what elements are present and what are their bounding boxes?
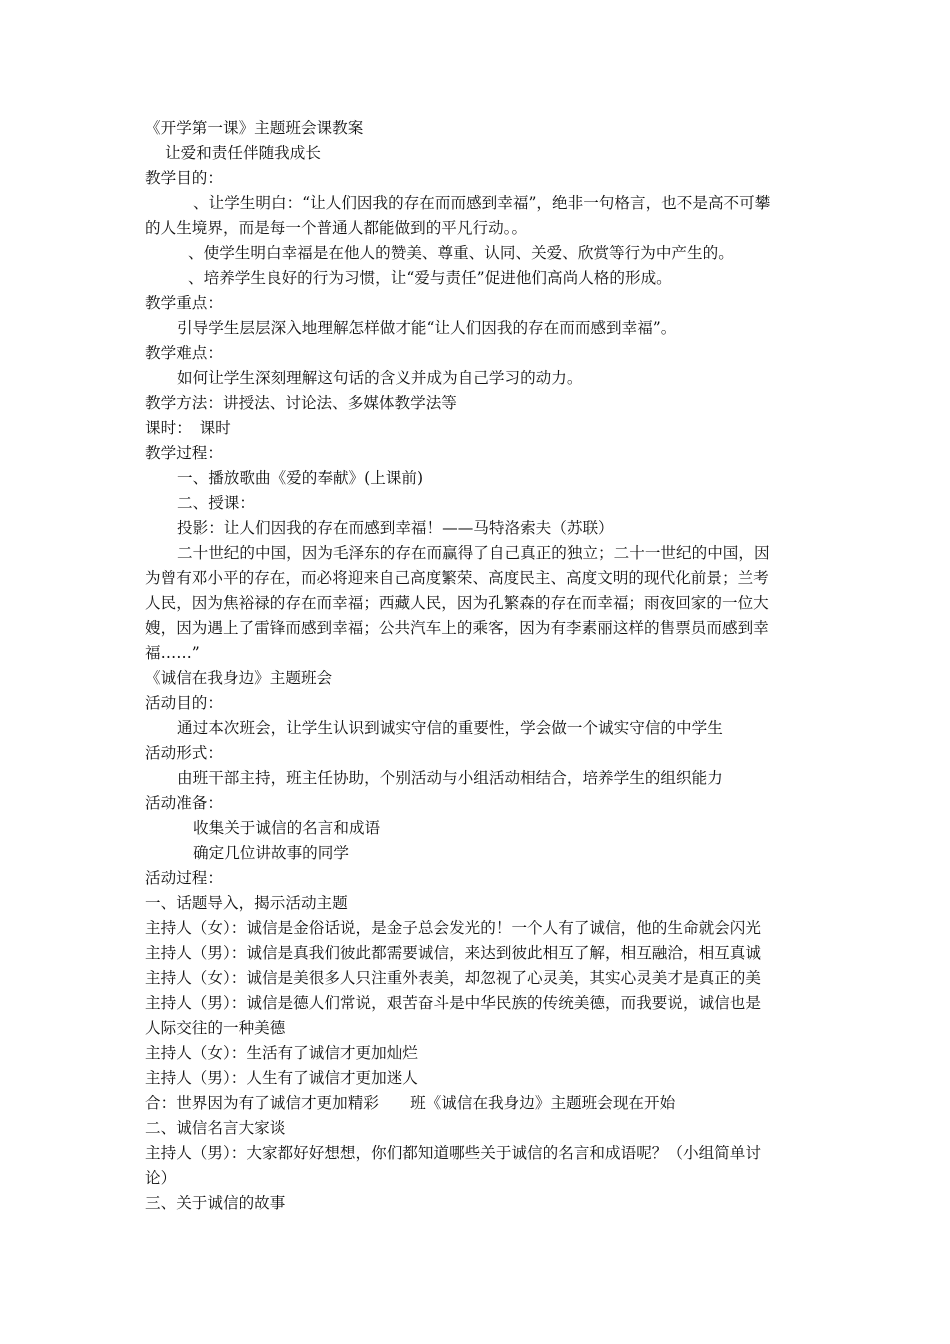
lesson-subtitle: 让爱和责任伴随我成长 [165,144,321,162]
key-heading: 教学重点： [145,294,223,312]
part-heading: 二、诚信名言大家谈 [145,1119,286,1137]
together-line: 合：世界因为有了诚信才更加精彩 班《诚信在我身边》主题班会现在开始 [145,1094,676,1112]
paragraph-line: 人民，因为焦裕禄的存在而幸福；西藏人民，因为孔繁森的存在而幸福；雨夜回家的一位大 [145,594,769,612]
host-line: 主持人（女）：诚信是金俗话说，是金子总会发光的！一个人有了诚信，他的生命就会闪光 [145,919,761,937]
goal-2: 、使学生明白幸福是在他人的赞美、尊重、认同、关爱、欣赏等行为中产生的。 [188,244,734,262]
paragraph-line: 为曾有邓小平的存在，而必将迎来自己高度繁荣、高度民主、高度文明的现代化前景；兰考 [145,569,769,587]
step-2: 二、授课： [177,494,255,512]
lesson-title: 《开学第一课》主题班会课教案 [145,119,364,137]
goal-1-cont: 的人生境界，而是每一个普通人都能做到的平凡行动。。 [145,219,528,237]
activity-goal-heading: 活动目的： [145,694,223,712]
key-text: 引导学生层层深入地理解怎样做才能“让人们因我的存在而而感到幸福”。 [177,319,677,337]
goal-1: 、让学生明白：“让人们因我的存在而而感到幸福”，绝非一句格言，也不是高不可攀 [193,194,771,212]
part-heading: 三、关于诚信的故事 [145,1194,286,1212]
goal-heading: 教学目的： [145,169,223,187]
activity-process-heading: 活动过程： [145,869,223,887]
difficulty-text: 如何让学生深刻理解这句话的含义并成为自己学习的动力。 [177,369,583,387]
activity-form-heading: 活动形式： [145,744,223,762]
paragraph-line: 二十世纪的中国，因为毛泽东的存在而赢得了自己真正的独立；二十一世纪的中国，因 [177,544,770,562]
step-1: 一、播放歌曲《爱的奉献》(上课前) [177,469,424,487]
meeting-title: 《诚信在我身边》主题班会 [145,669,333,687]
part-heading: 一、话题导入，揭示活动主题 [145,894,348,912]
activity-prep-heading: 活动准备： [145,794,223,812]
projection-line: 投影：让人们因我的存在而感到幸福！——马特洛索夫（苏联） [177,519,614,537]
host-line-cont: 论） [145,1169,177,1187]
activity-goal-text: 通过本次班会，让学生认识到诚实守信的重要性，学会做一个诚实守信的中学生 [177,719,723,737]
host-line: 主持人（男）：大家都好好想想，你们都知道哪些关于诚信的名言和成语呢？（小组简单讨 [145,1144,761,1162]
difficulty-heading: 教学难点： [145,344,223,362]
prep-item: 收集关于诚信的名言和成语 [193,819,381,837]
hours-line: 课时： 课时 [145,419,231,437]
goal-3: 、培养学生良好的行为习惯，让“爱与责任”促进他们高尚人格的形成。 [188,269,672,287]
host-line-cont: 人际交往的一种美德 [145,1019,286,1037]
host-line: 主持人（男）：诚信是真我们彼此都需要诚信，来达到彼此相互了解，相互融洽，相互真诚 [145,944,761,962]
paragraph-line: 嫂，因为遇上了雷锋而感到幸福；公共汽车上的乘客，因为有李素丽这样的售票员而感到幸 [145,619,769,637]
host-line: 主持人（男）：诚信是德人们常说，艰苦奋斗是中华民族的传统美德，而我要说，诚信也是 [145,994,761,1012]
host-line: 主持人（女）：诚信是美很多人只注重外表美，却忽视了心灵美，其实心灵美才是真正的美 [145,969,761,987]
host-line: 主持人（男）：人生有了诚信才更加迷人 [145,1069,418,1087]
activity-form-text: 由班干部主持，班主任协助，个别活动与小组活动相结合，培养学生的组织能力 [177,769,723,787]
paragraph-line: 福……” [145,644,200,662]
prep-item: 确定几位讲故事的同学 [193,844,349,862]
host-line: 主持人（女）：生活有了诚信才更加灿烂 [145,1044,418,1062]
method-line: 教学方法：讲授法、讨论法、多媒体教学法等 [145,394,457,412]
process-heading: 教学过程： [145,444,223,462]
